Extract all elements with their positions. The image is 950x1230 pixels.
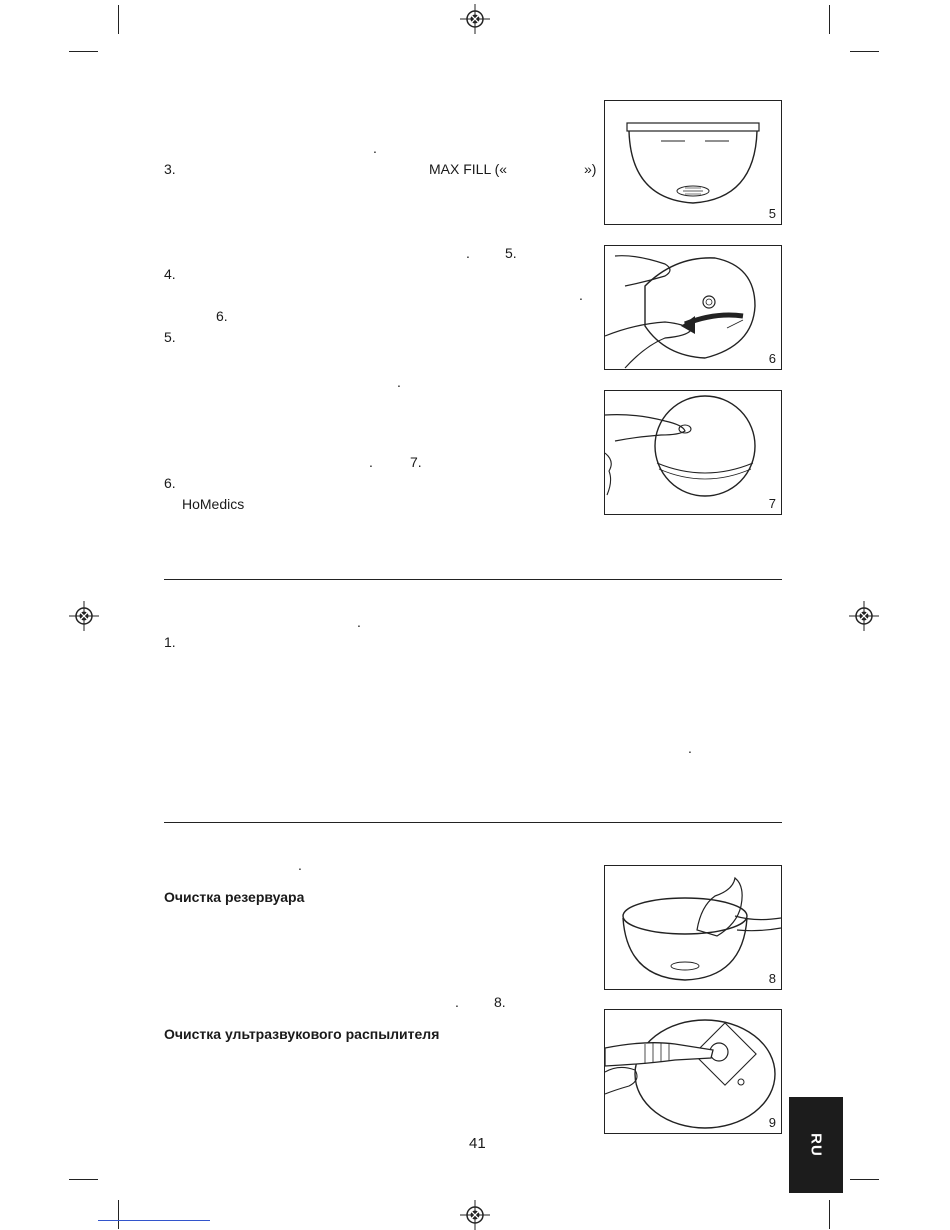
reservoir-bowl-illustration bbox=[605, 101, 781, 224]
crop-mark bbox=[69, 1179, 98, 1180]
sentence-end-dot: . bbox=[466, 245, 470, 261]
section-divider bbox=[164, 579, 782, 580]
heading-tank-cleaning: Очистка резервуара bbox=[164, 889, 305, 905]
max-fill-label-close: ») bbox=[584, 161, 597, 177]
brand-name: HoMedics bbox=[182, 496, 245, 512]
step-number: 5. bbox=[164, 329, 176, 345]
crop-mark bbox=[69, 51, 98, 52]
figure-reference: 5. bbox=[505, 245, 517, 261]
figure-6 bbox=[604, 245, 782, 370]
language-tab-label: RU bbox=[807, 1133, 825, 1157]
twist-lid-illustration bbox=[605, 246, 781, 369]
crop-mark bbox=[829, 1200, 830, 1229]
step-number: 4. bbox=[164, 266, 176, 282]
figure-8 bbox=[604, 865, 782, 990]
crop-mark bbox=[850, 51, 879, 52]
crop-mark bbox=[850, 1179, 879, 1180]
press-button-illustration bbox=[605, 391, 781, 514]
crop-mark bbox=[118, 1200, 119, 1229]
figure-reference: 8. bbox=[494, 994, 506, 1010]
registration-mark-icon bbox=[69, 601, 99, 631]
figure-number: 8 bbox=[768, 971, 776, 986]
crop-mark bbox=[118, 5, 119, 34]
page-number: 41 bbox=[469, 1135, 486, 1152]
crop-mark bbox=[829, 5, 830, 34]
figure-number: 7 bbox=[768, 496, 776, 511]
figure-number: 9 bbox=[768, 1115, 776, 1130]
clean-nebulizer-illustration bbox=[605, 1010, 781, 1133]
sentence-end-dot: . bbox=[688, 740, 692, 756]
figure-number: 5 bbox=[768, 206, 776, 221]
figure-7 bbox=[604, 390, 782, 515]
sentence-end-dot: . bbox=[298, 857, 302, 873]
figure-number: 6 bbox=[768, 351, 776, 366]
sentence-end-dot: . bbox=[373, 140, 377, 156]
language-tab bbox=[789, 1097, 843, 1193]
step-number: 1. bbox=[164, 634, 176, 650]
heading-nebulizer-cleaning: Очистка ультразвукового распылителя bbox=[164, 1026, 440, 1042]
step-number: 3. bbox=[164, 161, 176, 177]
registration-mark-icon bbox=[849, 601, 879, 631]
section-divider bbox=[164, 822, 782, 823]
link-underline bbox=[98, 1220, 210, 1221]
sentence-end-dot: . bbox=[357, 614, 361, 630]
registration-mark-icon bbox=[460, 4, 490, 34]
step-number: 6. bbox=[164, 475, 176, 491]
sentence-end-dot: . bbox=[369, 454, 373, 470]
clean-reservoir-illustration bbox=[605, 866, 781, 989]
sentence-end-dot: . bbox=[397, 374, 401, 390]
registration-mark-icon bbox=[460, 1200, 490, 1230]
sentence-end-dot: . bbox=[579, 287, 583, 303]
figure-9 bbox=[604, 1009, 782, 1134]
figure-reference: 7. bbox=[410, 454, 422, 470]
figure-reference: 6. bbox=[216, 308, 228, 324]
figure-5 bbox=[604, 100, 782, 225]
sentence-end-dot: . bbox=[455, 994, 459, 1010]
max-fill-label: MAX FILL (« bbox=[429, 161, 508, 177]
